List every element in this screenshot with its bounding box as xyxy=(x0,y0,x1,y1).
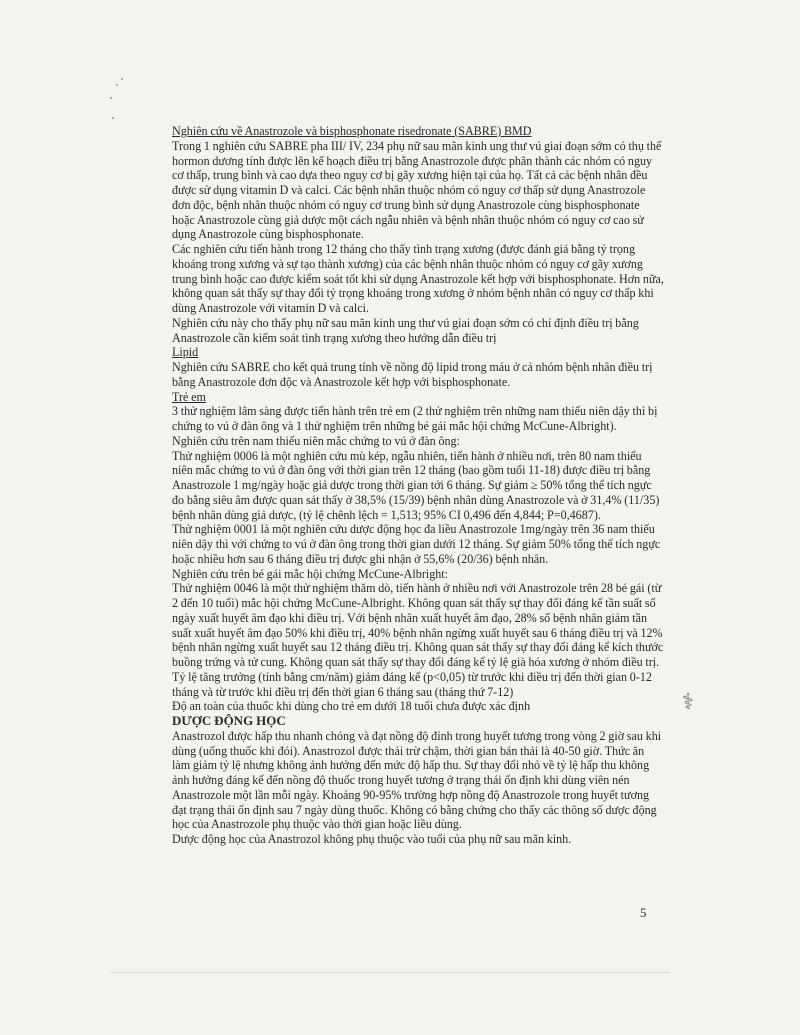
paragraph-children-1: 3 thử nghiệm lâm sàng được tiến hành trên trẻ em (2 thử nghiệm trên những nam thiếu niên dậy thì bị chứng to vú ở đàn ông và 1 thử nghiệm trên những bé gái mắc hội chứng McCune-Albright). xyxy=(172,404,658,433)
paragraph-children-6: Thử nghiệm 0046 là một thử nghiệm thăm dò, tiến hành ở nhiều nơi với Anastrozole trên 28 bé gái (từ 2 đến 10 tuổi) mắc hội chứng McCune-Albright. Không quan sát thấy sự thay đổi đáng kể tần suất số ngày xuất huyết âm đạo khi điều trị. Với bệnh nhân xuất huyết âm đạo, 28% số bệnh nhân giảm tần suất xuất huyết âm đạo 50% khi điều trị, 40% bệnh nhân ngừng xuất huyết sau 6 tháng điều trị và 12% bệnh nhân ngừng xuất huyết sau 12 tháng điều trị. Không quan sát thấy sự thay đổi đáng kể kích thước buồng trứng và tử cung. Không quan sát thấy sự thay đổi đáng kể tỷ lệ già hóa xương ở nhóm điều trị. Tỷ lệ tăng trưởng (tính bằng cm/năm) giảm đáng kể (p<0,05) từ trước khi điều trị đến thời gian 0-12 tháng và từ trước khi điều trị đến thời gian 6 tháng sau (tháng thứ 7-12) xyxy=(172,581,664,699)
page-number: 5 xyxy=(640,905,647,920)
heading-pharmacokinetics: DƯỢC ĐỘNG HỌC xyxy=(172,713,286,728)
scan-speck xyxy=(110,97,112,99)
scan-speck xyxy=(116,84,118,86)
paragraph-children-2: Nghiên cứu trên nam thiếu niên mắc chứng to vú ở đàn ông: xyxy=(172,433,460,448)
heading-lipid: Lipid xyxy=(172,345,199,360)
paragraph-children-7: Độ an toàn của thuốc khi dùng cho trẻ em dưới 18 tuổi chưa được xác định xyxy=(172,699,531,714)
paragraph-pk-1: Anastrozol được hấp thu nhanh chóng và đạt nồng độ đỉnh trong huyết tương trong vòng 2 giờ sau khi dùng (uống thuốc khi đói). Anastrozol được thải trừ chậm, thời gian bán thải là 40-50 giờ. Thức ăn làm giảm tỷ lệ nhưng không ảnh hưởng đến mức độ hấp thu. Sự thay đổi nhỏ về tỷ lệ hấp thu không ảnh hưởng đáng kể đến nồng độ thuốc trong huyết tương ở trạng thái ổn định khi dùng viên nén Anastrozole một lần mỗi ngày. Khoảng 90-95% trường hợp nồng độ Anastrozole trong huyết tương đạt trạng thái ổn định sau 7 ngày dùng thuốc. Không có bằng chứng cho thấy các thông số dược động học của Anastrozole phụ thuộc vào thời gian hoặc liều dùng. xyxy=(172,728,662,832)
paragraph-sabre-2: Các nghiên cứu tiến hành trong 12 tháng cho thấy tình trạng xương (được đánh giá bằng tỷ trọng khoáng trong xương và sự tạo thành xương) của các bệnh nhân thuộc nhóm có nguy cơ gãy xương trung bình hoặc cao được kiểm soát tốt khi sử dụng Anastrozole kết hợp với bisphosphonate. Hơn nữa, không quan sát thấy sự thay đổi tỷ trọng khoáng trong xương ở nhóm bệnh nhân có nguy cơ thấp khi dùng Anastrozole với vitamin D và calci. xyxy=(172,242,664,315)
scan-edge-line xyxy=(110,972,670,973)
paragraph-lipid: Nghiên cứu SABRE cho kết quả trung tính về nồng độ lipid trong máu ở cả nhóm bệnh nhân điều trị bằng Anastrozole đơn độc và Anastrozole kết hợp với bisphosphonate. xyxy=(172,360,653,389)
scan-speck xyxy=(121,78,123,80)
handwritten-initial-mark: ⚕ xyxy=(682,690,694,715)
paragraph-sabre-3: Nghiên cứu này cho thấy phụ nữ sau mãn kinh ung thư vú giai đoạn sớm có chỉ định điều trị bằng Anastrozole cần kiểm soát tình trạng xương theo hướng dẫn điều trị xyxy=(172,315,639,345)
paragraph-children-5: Nghiên cứu trên bé gái mắc hội chứng McCune-Albright: xyxy=(172,566,449,581)
paragraph-children-4: Thử nghiệm 0001 là một nghiên cứu dược động học đa liều Anastrozole 1mg/ngày trên 36 nam thiếu niên dậy thì với chứng to vú ở đàn ông trong thời gian dưới 12 tháng. Sự giảm 50% tổng thể tích ngực hoặc nhiều hơn sau 6 tháng điều trị được ghi nhận ở 55,6% (20/36) bệnh nhân. xyxy=(172,522,661,566)
paragraph-sabre-1: Trong 1 nghiên cứu SABRE pha III/ IV, 234 phụ nữ sau mãn kinh ung thư vú giai đoạn sớm có thụ thể hormon dương tính được lên kế hoạch điều trị bằng Anastrozole được phân thành các nhóm có nguy cơ thấp, trung bình và cao dựa theo nguy cơ bị gãy xương hiện tại của họ. Tất cả các bệnh nhân đều được sử dụng vitamin D và calci. Các bệnh nhân thuộc nhóm có nguy cơ thấp sử dụng Anastrozole đơn độc, bệnh nhân thuộc nhóm có nguy cơ trung bình sử dụng Anastrozole cùng bisphosphonate hoặc Anastrozole cùng giả dược một cách ngẫu nhiên và bệnh nhân thuộc nhóm có nguy cơ cao sử dụng Anastrozole cùng bisphosphonate. xyxy=(172,138,662,242)
paragraph-pk-2: Dược động học của Anastrozol không phụ thuộc vào tuổi của phụ nữ sau mãn kinh. xyxy=(172,832,572,846)
document-body xyxy=(172,124,664,847)
paragraph-children-3: Thử nghiệm 0006 là một nghiên cứu mù kép, ngẫu nhiên, tiến hành ở nhiều nơi, trên 80 nam thiếu niên mắc chứng to vú ở đàn ông với thời gian trên 12 tháng (bao gồm tuổi 11-18) được điều trị bằng Anastrozole 1 mg/ngày hoặc giả dược trong thời gian tới 6 tháng. Sự giảm ≥ 50% tổng thể tích ngực đo bằng siêu âm được quan sát thấy ở 38,5% (15/39) bệnh nhân dùng Anastrozole và ở 31,4% (11/35) bệnh nhân dùng giả dược, (tỷ lệ chênh lệch = 1,513; 95% CI 0,496 đến 4,844; P=0,4687). xyxy=(172,448,660,522)
heading-children: Trẻ em xyxy=(172,389,206,404)
scan-speck xyxy=(112,117,114,119)
heading-sabre: Nghiên cứu về Anastrozole và bisphosphonate risedronate (SABRE) BMD xyxy=(172,124,532,138)
